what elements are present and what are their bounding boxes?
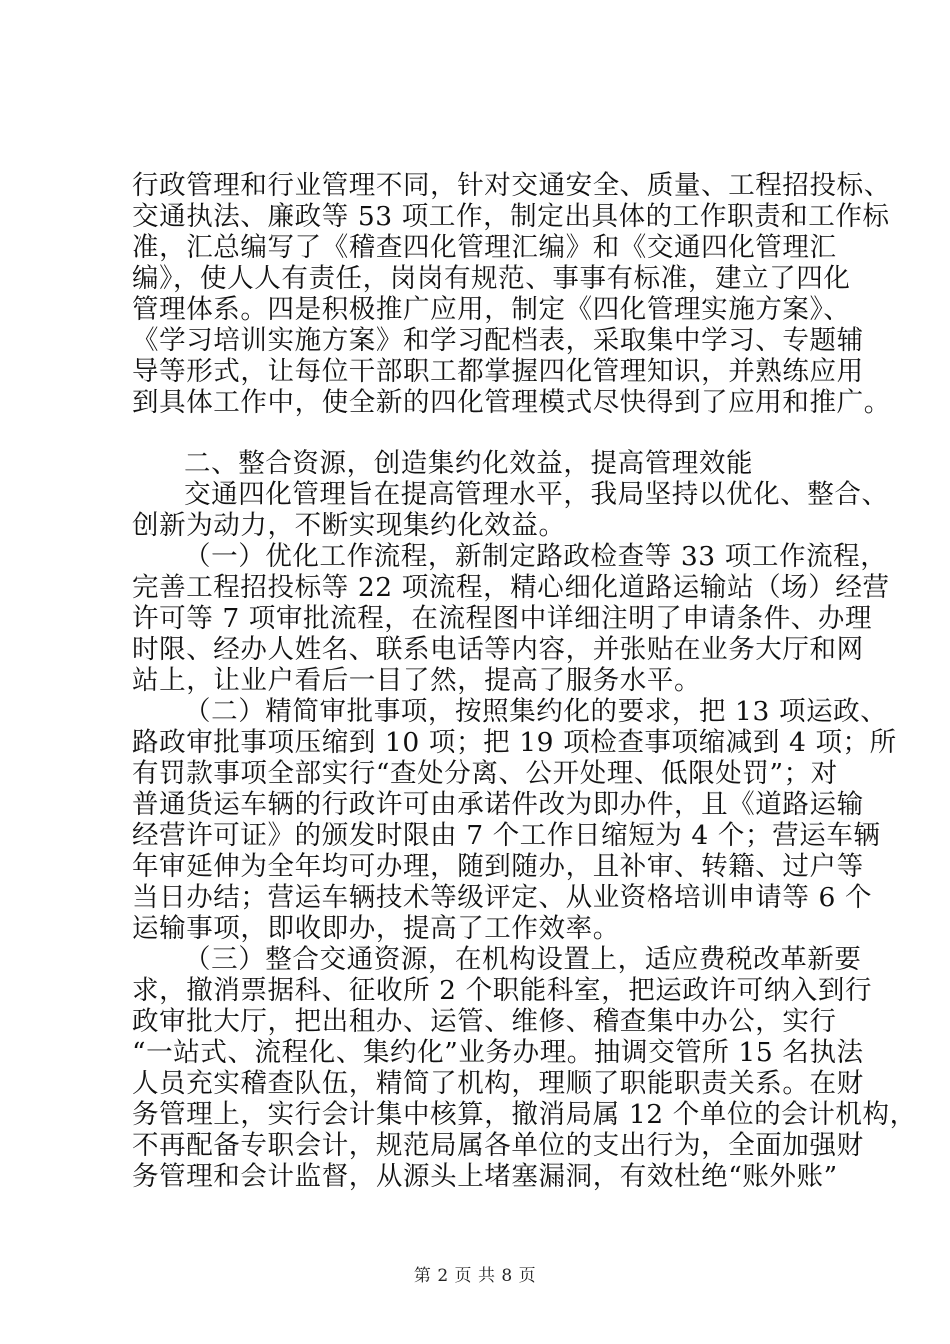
body-line: 普通货运车辆的行政许可由承诺件改为即办件，且《道路运输 (132, 789, 864, 820)
body-line: 《学习培训实施方案》和学习配档表，采取集中学习、专题辅 (132, 325, 864, 356)
body-line: （一）优化工作流程，新制定路政检查等 33 项工作流程， (184, 541, 888, 572)
body-line: 不再配备专职会计，规范局属各单位的支出行为，全面加强财 (132, 1130, 864, 1161)
body-line: （二）精简审批事项，按照集约化的要求，把 13 项运政、 (184, 696, 888, 727)
body-line: 完善工程招投标等 22 项流程，精心细化道路运输站（场）经营 (132, 572, 890, 603)
body-line: 当日办结；营运车辆技术等级评定、从业资格培训申请等 6 个 (132, 882, 873, 913)
body-line: 路政审批事项压缩到 10 项；把 19 项检查事项缩减到 4 项；所 (132, 727, 897, 758)
body-line: 有罚款事项全部实行“查处分离、公开处理、低限处罚”；对 (132, 758, 838, 789)
body-line: 许可等 7 项审批流程，在流程图中详细注明了申请条件、办理 (132, 603, 873, 634)
body-line: 管理体系。四是积极推广应用，制定《四化管理实施方案》、 (132, 294, 851, 325)
body-line: 时限、经办人姓名、联系电话等内容，并张贴在业务大厅和网 (132, 634, 864, 665)
body-line: 务管理上，实行会计集中核算，撤消局属 12 个单位的会计机构， (132, 1099, 917, 1130)
body-line: 准，汇总编写了《稽查四化管理汇编》和《交通四化管理汇 (132, 232, 837, 263)
body-line: 到具体工作中，使全新的四化管理模式尽快得到了应用和推广。 (132, 387, 891, 418)
body-line: 创新为动力，不断实现集约化效益。 (132, 510, 566, 541)
body-line: 政审批大厅，把出租办、运管、维修、稽查集中办公，实行 (132, 1006, 837, 1037)
body-line: 交通执法、廉政等 53 项工作，制定出具体的工作职责和工作标 (132, 201, 890, 232)
body-line: （三）整合交通资源，在机构设置上，适应费税改革新要 (184, 944, 862, 975)
body-line: 务管理和会计监督，从源头上堵塞漏洞，有效杜绝“账外账” (132, 1161, 838, 1192)
section-heading: 二、整合资源，创造集约化效益，提高管理效能 (184, 448, 754, 479)
body-line: 编》，使人人有责任，岗岗有规范、事事有标准，建立了四化 (132, 263, 851, 294)
page-number-footer: 第 2 页 共 8 页 (413, 1266, 537, 1286)
body-line: 行政管理和行业管理不同，针对交通安全、质量、工程招投标、 (132, 170, 891, 201)
body-line: 运输事项，即收即办，提高了工作效率。 (132, 913, 620, 944)
body-line: 年审延伸为全年均可办理，随到随办，且补审、转籍、过户等 (132, 851, 864, 882)
body-line: “一站式、流程化、集约化”业务办理。抽调交管所 15 名执法 (132, 1037, 864, 1068)
body-line: 导等形式，让每位干部职工都掌握四化管理知识，并熟练应用 (132, 356, 864, 387)
body-line: 求，撤消票据科、征收所 2 个职能科室，把运政许可纳入到行 (132, 975, 873, 1006)
body-line: 站上，让业户看后一目了然，提高了服务水平。 (132, 665, 702, 696)
body-line: 人员充实稽查队伍，精简了机构，理顺了职能职责关系。在财 (132, 1068, 864, 1099)
body-line: 交通四化管理旨在提高管理水平，我局坚持以优化、整合、 (184, 479, 889, 510)
body-line: 经营许可证》的颁发时限由 7 个工作日缩短为 4 个；营运车辆 (132, 820, 881, 851)
